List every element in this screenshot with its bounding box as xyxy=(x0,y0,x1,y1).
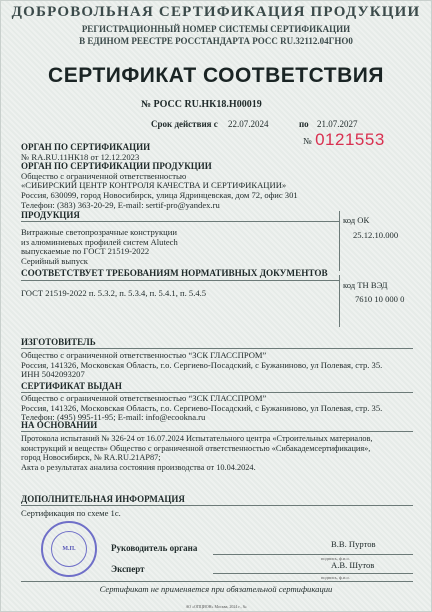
organ-address: Россия, 630099, город Новосибирск, улица Ядринцевская, дом 72, офис 301 xyxy=(21,189,298,200)
product-heading: ПРОДУКЦИЯ xyxy=(21,210,80,220)
issued-name: Общество с ограниченной ответственностью “ЗСК ГЛАССПРОМ” xyxy=(21,393,267,403)
okp-code-label: код ОК xyxy=(343,215,370,225)
expert-signature-line xyxy=(213,561,413,574)
maker-address: Россия, 141326, Московская Область, г.о. Сергиево-Посадский, с Бужаниново, ул Полевая, стр. 35. xyxy=(21,359,383,370)
divider xyxy=(21,348,413,349)
serial-value: 0121553 xyxy=(315,130,385,149)
basis-line-4: Акта о результатах анализа состояния производства от 10.04.2024. xyxy=(21,462,256,472)
basis-line-1: Протокола испытаний № 326-24 от 16.07.2024 Испытательного центра «Строительных материалов, xyxy=(21,434,373,443)
validity-to-date: 21.07.2027 xyxy=(316,119,358,129)
footer-small-print: АО «ОПЦИОН» Москва, 2024 г., № xyxy=(185,604,247,609)
issued-contacts: Телефон: (495) 995-11-95; E-mail: info@ecookna.ru xyxy=(21,412,206,423)
expert-signature-caption: подпись, ф.и.о. xyxy=(321,575,350,580)
validity-to-label: по xyxy=(299,119,309,129)
basis-line-2: конструкций и веществ» Общество с ограниченной ответственностью «Сибакадемсертификация», xyxy=(21,443,371,453)
maker-heading: ИЗГОТОВИТЕЛЬ xyxy=(21,337,96,347)
serial-prefix: № xyxy=(303,135,313,146)
organ-section xyxy=(21,143,298,210)
organ-line-3: «СИБИРСКИЙ ЦЕНТР КОНТРОЛЯ КАЧЕСТВА И СЕРТИФИКАЦИИ» xyxy=(21,180,287,191)
divider xyxy=(21,581,413,582)
tnved-code-value: 7610 10 000 0 xyxy=(355,294,405,304)
product-section xyxy=(21,228,178,266)
issued-section xyxy=(21,394,382,423)
product-line-4: Серийный выпуск xyxy=(21,255,88,266)
certificate-title: СЕРТИФИКАТ СООТВЕТСТВИЯ xyxy=(48,64,384,87)
product-line-1: Витражные светопрозрачные конструкции xyxy=(21,227,177,237)
header-line-2: РЕГИСТРАЦИОННЫЙ НОМЕР СИСТЕМЫ СЕРТИФИКАЦИИ xyxy=(81,24,351,34)
head-signature-label: Руководитель органа xyxy=(111,543,198,553)
organ-accreditation: № RA.RU.11НК18 от 12.12.2023 xyxy=(21,151,140,162)
organ-heading-2: ОРГАН ПО СЕРТИФИКАЦИИ ПРОДУКЦИИ xyxy=(21,161,212,172)
head-signature-line xyxy=(213,542,413,555)
head-signature-caption: подпись, ф.и.о. xyxy=(321,556,350,561)
maker-inn: ИНН 5042093207 xyxy=(21,369,85,380)
complies-heading: СООТВЕТСТВУЕТ ТРЕБОВАНИЯМ НОРМАТИВНЫХ ДОКУМЕНТОВ xyxy=(21,268,328,278)
maker-name: Общество с ограниченной ответственностью “ЗСК ГЛАССПРОМ” xyxy=(21,350,267,360)
product-line-3: выпускаемые по ГОСТ 21519-2022 xyxy=(21,246,150,257)
divider xyxy=(21,505,413,506)
issued-heading: СЕРТИФИКАТ ВЫДАН xyxy=(21,381,122,391)
stamp-seal xyxy=(41,521,97,577)
divider xyxy=(21,280,339,281)
complies-standards: ГОСТ 21519-2022 п. 5.3.2, п. 5.3.4, п. 5.4.1, п. 5.4.5 xyxy=(21,288,207,298)
validity-to xyxy=(299,119,357,129)
validity-label: Срок действия с xyxy=(151,119,218,129)
divider xyxy=(339,275,340,327)
header-line-3: В ЕДИНОМ РЕЕСТРЕ РОССТАНДАРТА РОСС RU.32112.04ГНО0 xyxy=(79,36,353,46)
stamp-mp-label: М.П. xyxy=(62,546,76,552)
head-name: В.В. Пуртов xyxy=(331,539,376,549)
registration-number: № РОСС RU.НК18.Н00019 xyxy=(141,99,262,110)
divider xyxy=(21,221,339,222)
organ-line-2: Общество с ограниченной ответственностью xyxy=(21,170,187,181)
okp-code-value: 25.12.10.000 xyxy=(353,230,399,240)
tnved-code-label: код ТН ВЭД xyxy=(343,280,388,290)
expert-name: А.В. Шутов xyxy=(331,560,375,570)
validity-from xyxy=(151,119,269,129)
divider xyxy=(21,431,413,432)
expert-signature-label: Эксперт xyxy=(111,564,145,574)
extra-heading: ДОПОЛНИТЕЛЬНАЯ ИНФОРМАЦИЯ xyxy=(21,494,185,504)
extra-scheme: Сертификация по схеме 1с. xyxy=(21,508,121,518)
basis-heading: НА ОСНОВАНИИ xyxy=(21,420,98,430)
footer-note: Сертификат не применяется при обязательной сертификации xyxy=(99,584,333,594)
organ-heading: ОРГАН ПО СЕРТИФИКАЦИИ xyxy=(21,142,151,152)
product-line-2: из алюминиевых профилей систем Alutech xyxy=(21,236,178,247)
maker-section xyxy=(21,351,382,380)
organ-contacts: Телефон: (383) 363-20-29, E-mail: sertif-pro@yandex.ru xyxy=(21,199,220,210)
serial-number xyxy=(303,130,385,150)
divider xyxy=(339,211,340,271)
issued-address: Россия, 141326, Московская Область, г.о. Сергиево-Посадский, с Бужаниново, ул Полевая, стр. 35. xyxy=(21,402,383,413)
basis-line-3: город Новосибирск, № RA.RU.21АР87; xyxy=(21,453,161,463)
header-line-1: ДОБРОВОЛЬНАЯ СЕРТИФИКАЦИЯ ПРОДУКЦИИ xyxy=(11,4,421,20)
validity-from-date: 22.07.2024 xyxy=(228,119,269,129)
basis-section xyxy=(21,434,372,472)
